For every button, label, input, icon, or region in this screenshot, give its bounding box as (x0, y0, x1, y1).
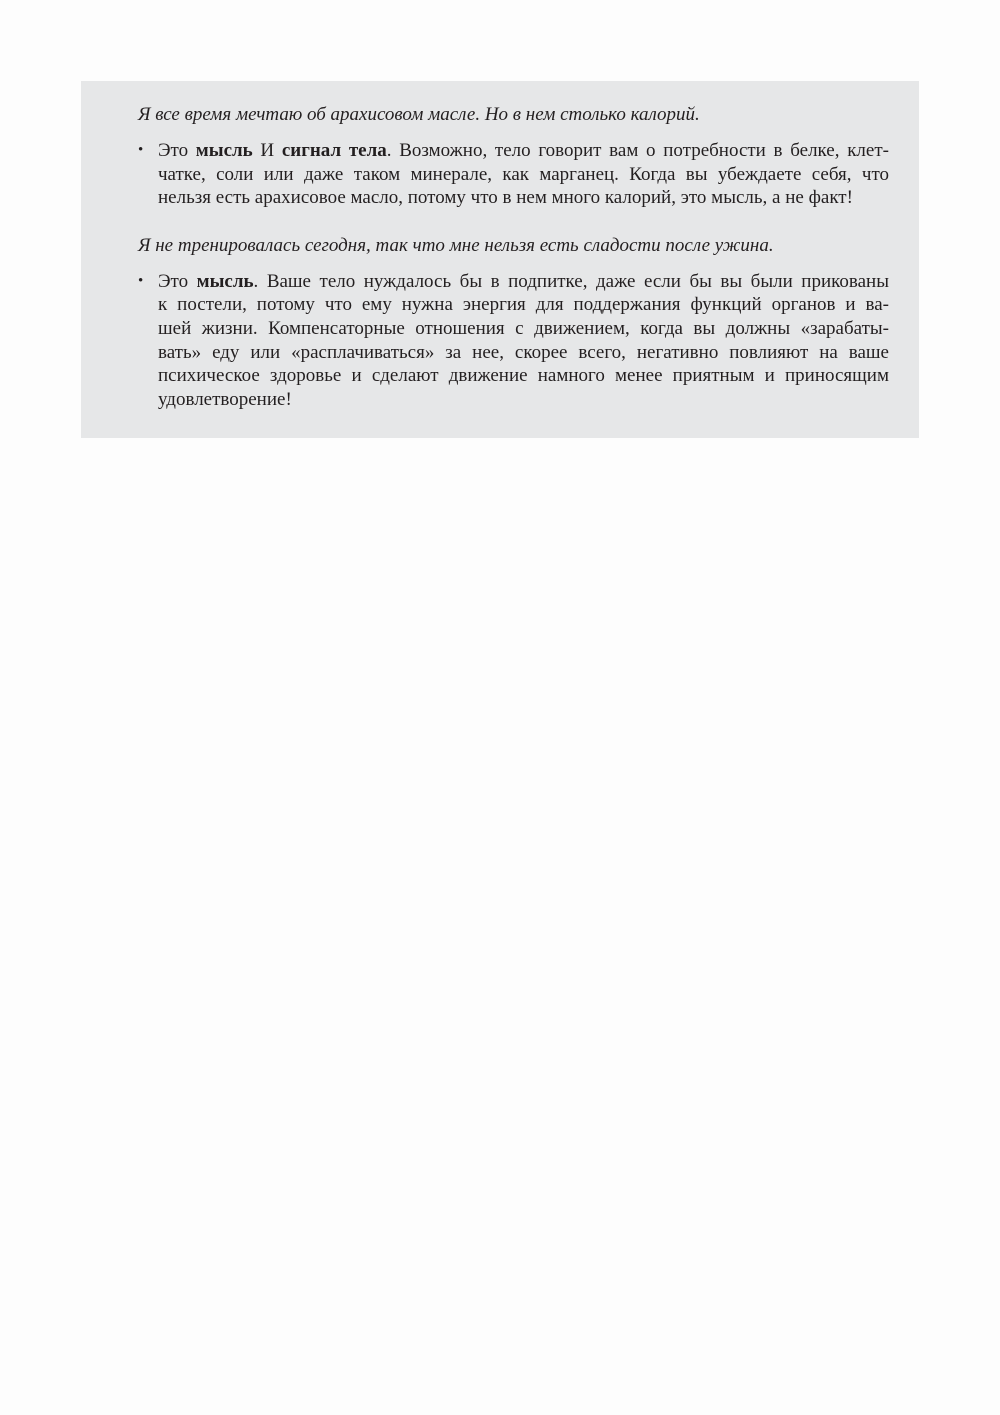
text-line: чатке, соли или даже таком минерале, как марганец. Когда вы убеждаете себя, что (158, 163, 889, 185)
text-line: шей жизни. Компенсаторные отношения с движением, когда вы должны «зарабаты- (158, 317, 889, 339)
bullet-icon: • (138, 142, 144, 158)
bullet-item-1 (138, 139, 889, 210)
bold-term: сигнал тела (281, 140, 387, 161)
text-line: удовлетворение! (158, 388, 292, 410)
bold-term: мысль (196, 270, 254, 292)
thought-prompt-1: Я все время мечтаю об арахисовом масле. Но в нем столько калорий. (138, 104, 700, 125)
highlight-box (81, 81, 919, 438)
bold-term: мысль (195, 140, 253, 161)
text-fragment: И (252, 140, 282, 161)
text-line: психическое здоровье и сделают движение намного менее приятным и приносящим (158, 365, 889, 387)
text-line (158, 270, 889, 294)
bullet-icon: • (138, 272, 144, 289)
text-line: к постели, потому что ему нужна энергия для поддержания функций органов и ва- (158, 294, 889, 316)
bullet-item-2 (138, 270, 889, 412)
text-line: нельзя есть арахисовое масло, потому что в нем много калорий, это мысль, а не факт! (158, 187, 853, 209)
text-fragment: Это (158, 270, 197, 292)
text-fragment: . Ваше тело нуждалось бы в подпитке, даже если бы вы были прикованы (253, 270, 889, 292)
thought-prompt-2: Я не тренировалась сегодня, так что мне нельзя есть сладости после ужина. (138, 234, 774, 256)
text-line: вать» еду или «расплачиваться» за нее, скорее всего, негативно повлияют на ваше (158, 341, 889, 363)
text-fragment: Это (158, 140, 196, 161)
text-line (158, 139, 889, 163)
text-fragment: . Возможно, тело говорит вам о потребности в белке, клет- (386, 140, 889, 161)
